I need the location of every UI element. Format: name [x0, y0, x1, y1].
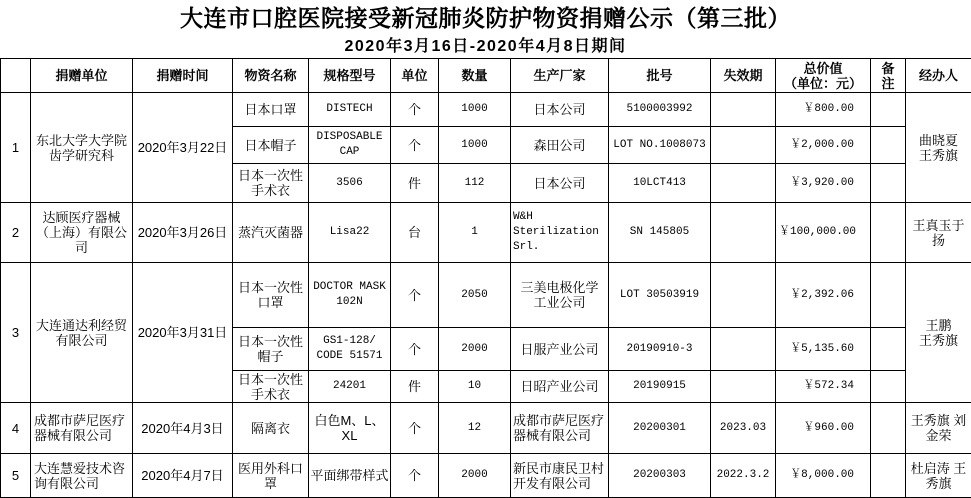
- value-header-label: 总价值: [803, 60, 843, 76]
- batch-cell: 20200301: [609, 403, 711, 454]
- note-cell: [871, 328, 906, 371]
- spec-cell: DISPOSABLE CAP: [309, 127, 391, 164]
- donor-cell: 大连通达利经贸有限公司: [31, 263, 133, 403]
- quantity-cell: 112: [439, 164, 511, 203]
- item-name-cell: 隔离衣: [233, 403, 309, 454]
- note-cell: [871, 127, 906, 164]
- unit-cell: 个: [391, 328, 439, 371]
- unit-cell: 个: [391, 403, 439, 454]
- batch-cell: LOT NO.1008073: [609, 127, 711, 164]
- handler-cell: 王秀旗 刘金荣: [906, 403, 971, 454]
- table-row: [1, 403, 971, 454]
- item-name-cell: 日本帽子: [233, 127, 309, 164]
- spec-header: 规格型号: [309, 59, 391, 93]
- value-cell: ￥960.00: [776, 403, 871, 454]
- batch-cell: 20190915: [609, 371, 711, 403]
- item-name-header: 物资名称: [233, 59, 309, 93]
- note-header: 备注: [871, 59, 906, 93]
- value-cell: ￥2,000.00: [776, 127, 871, 164]
- expiry-cell: [711, 371, 776, 403]
- unit-cell: 个: [391, 263, 439, 328]
- row-number-cell: 5: [1, 454, 31, 498]
- quantity-header: 数量: [439, 59, 511, 93]
- manufacturer-cell: 日服产业公司: [511, 328, 609, 371]
- quantity-cell: 2000: [439, 454, 511, 498]
- item-name-cell: 日本一次性手术衣: [233, 164, 309, 203]
- value-cell: ￥8,000.00: [776, 454, 871, 498]
- table-row: [1, 203, 971, 263]
- expiry-cell: 2022.3.2: [711, 454, 776, 498]
- unit-cell: 件: [391, 371, 439, 403]
- handler-cell: 王鹏 王秀旗: [906, 263, 971, 403]
- handler-cell: 曲晓夏 王秀旗: [906, 93, 971, 203]
- unit-header: 单位: [391, 59, 439, 93]
- note-cell: [871, 454, 906, 498]
- donation-date-cell: 2020年4月3日: [133, 403, 233, 454]
- expiry-cell: [711, 127, 776, 164]
- row-number-cell: 2: [1, 203, 31, 263]
- unit-cell: 个: [391, 93, 439, 127]
- expiry-cell: [711, 93, 776, 127]
- quantity-cell: 12: [439, 403, 511, 454]
- quantity-cell: 10: [439, 371, 511, 403]
- batch-cell: 20200303: [609, 454, 711, 498]
- expiry-cell: [711, 203, 776, 263]
- row-number-cell: 3: [1, 263, 31, 403]
- manufacturer-cell: 成都市萨尼医疗器械有限公司: [511, 403, 609, 454]
- batch-header: 批号: [609, 59, 711, 93]
- page-title: 大连市口腔医院接受新冠肺炎防护物资捐赠公示（第三批）: [180, 5, 791, 31]
- quantity-cell: 2000: [439, 328, 511, 371]
- spec-cell: 平面绑带样式: [309, 454, 391, 498]
- expiry-header: 失效期: [711, 59, 776, 93]
- handler-cell: 王真玉于扬: [906, 203, 971, 263]
- manufacturer-cell: W&H Sterilization Srl.: [511, 203, 609, 263]
- note-cell: [871, 371, 906, 403]
- date-range-subtitle: 2020年3月16日-2020年4月8日期间: [344, 38, 627, 55]
- expiry-cell: [711, 328, 776, 371]
- quantity-cell: 1000: [439, 93, 511, 127]
- donation-date-cell: 2020年4月7日: [133, 454, 233, 498]
- batch-cell: 20190910-3: [609, 328, 711, 371]
- value-cell: ￥800.00: [776, 93, 871, 127]
- item-name-cell: 日本一次性手术衣: [233, 371, 309, 403]
- donation-date-cell: 2020年3月22日: [133, 93, 233, 203]
- donor-cell: 大连慧爱技术咨询有限公司: [31, 454, 133, 498]
- donor-cell: 东北大学大学院齿学研究科: [31, 93, 133, 203]
- value-cell: ￥3,920.00: [776, 164, 871, 203]
- unit-cell: 个: [391, 454, 439, 498]
- spec-cell: 3506: [309, 164, 391, 203]
- batch-cell: SN 145805: [609, 203, 711, 263]
- value-header: [776, 59, 871, 93]
- spec-cell: DOCTOR MASK 102N: [309, 263, 391, 328]
- quantity-cell: 1: [439, 203, 511, 263]
- table-header-row: [1, 59, 971, 93]
- row-number-cell: 1: [1, 93, 31, 203]
- donation-date-cell: 2020年3月31日: [133, 263, 233, 403]
- handler-header: 经办人: [906, 59, 971, 93]
- item-name-cell: 日本一次性口罩: [233, 263, 309, 328]
- index-header-cell: [1, 59, 31, 93]
- expiry-cell: 2023.03: [711, 403, 776, 454]
- value-cell: ￥100,000.00: [776, 203, 871, 263]
- manufacturer-cell: 日昭产业公司: [511, 371, 609, 403]
- unit-cell: 件: [391, 164, 439, 203]
- table-row: [1, 93, 971, 127]
- note-cell: [871, 203, 906, 263]
- table-row: [1, 454, 971, 498]
- unit-cell: 个: [391, 127, 439, 164]
- note-cell: [871, 263, 906, 328]
- table-row: [1, 263, 971, 328]
- handler-cell: 杜启涛 王秀旗: [906, 454, 971, 498]
- note-cell: [871, 403, 906, 454]
- unit-cell: 台: [391, 203, 439, 263]
- spec-cell: DISTECH: [309, 93, 391, 127]
- manufacturer-cell: 日本公司: [511, 164, 609, 203]
- manufacturer-cell: 三美电极化学 工业公司: [511, 263, 609, 328]
- donor-cell: 成都市萨尼医疗器械有限公司: [31, 403, 133, 454]
- date-header: 捐赠时间: [133, 59, 233, 93]
- spec-cell: 白色M、L、XL: [309, 403, 391, 454]
- spec-cell: Lisa22: [309, 203, 391, 263]
- manufacturer-cell: 新民市康民卫村开发有限公司: [511, 454, 609, 498]
- manufacturer-cell: 森田公司: [511, 127, 609, 164]
- batch-cell: 10LCT413: [609, 164, 711, 203]
- note-cell: [871, 93, 906, 127]
- donation-table: [0, 58, 971, 498]
- donor-cell: 达顾医疗器械（上海）有限公司: [31, 203, 133, 263]
- expiry-cell: [711, 263, 776, 328]
- quantity-cell: 1000: [439, 127, 511, 164]
- donor-header: 捐赠单位: [31, 59, 133, 93]
- item-name-cell: 日本口罩: [233, 93, 309, 127]
- manufacturer-header: 生产厂家: [511, 59, 609, 93]
- item-name-cell: 日本一次性帽子: [233, 328, 309, 371]
- value-cell: ￥5,135.60: [776, 328, 871, 371]
- donation-date-cell: 2020年3月26日: [133, 203, 233, 263]
- note-cell: [871, 164, 906, 203]
- value-header-unit: （单位：元）: [783, 75, 862, 91]
- row-number-cell: 4: [1, 403, 31, 454]
- manufacturer-cell: 日本公司: [511, 93, 609, 127]
- item-name-cell: 蒸汽灭菌器: [233, 203, 309, 263]
- quantity-cell: 2050: [439, 263, 511, 328]
- spec-cell: GS1-128/ CODE 51571: [309, 328, 391, 371]
- item-name-cell: 医用外科口罩: [233, 454, 309, 498]
- batch-cell: 5100003992: [609, 93, 711, 127]
- value-cell: ￥572.34: [776, 371, 871, 403]
- value-cell: ￥2,392.06: [776, 263, 871, 328]
- batch-cell: LOT 30503919: [609, 263, 711, 328]
- spec-cell: 24201: [309, 371, 391, 403]
- expiry-cell: [711, 164, 776, 203]
